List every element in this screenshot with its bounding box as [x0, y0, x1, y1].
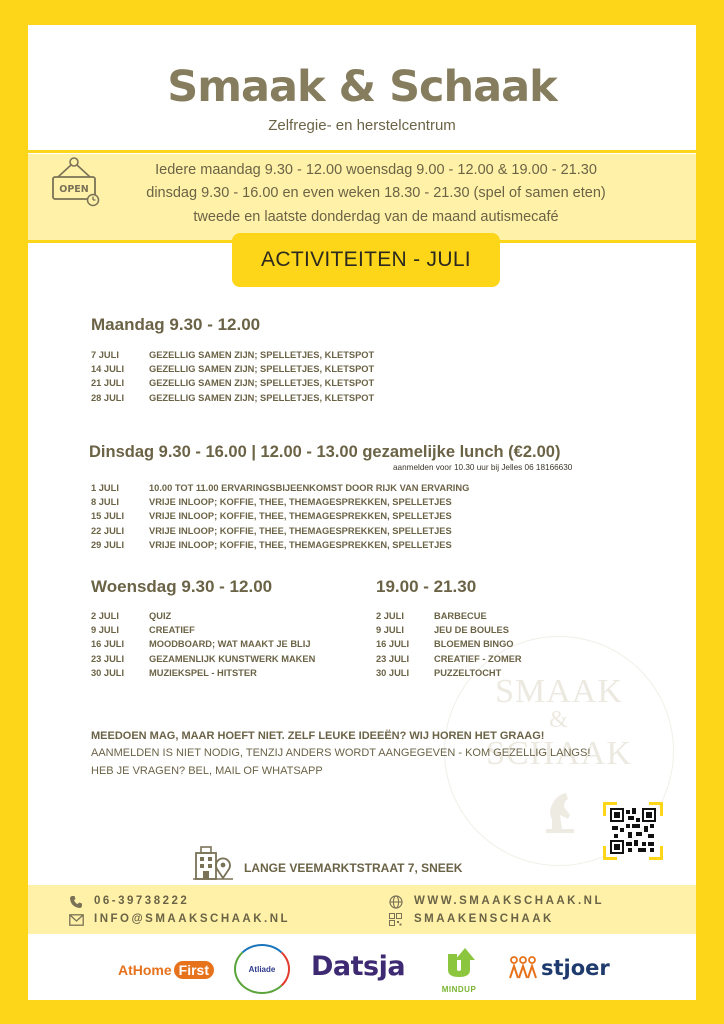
divider-top: [28, 150, 696, 153]
list-item: [91, 652, 315, 666]
item-text: CREATIEF: [149, 625, 195, 636]
item-text: MUZIEKSPEL - HITSTER: [149, 667, 257, 678]
svg-text:OPEN: OPEN: [59, 184, 89, 195]
list-item: [91, 538, 469, 552]
logo-datsja: Datsja: [311, 951, 406, 982]
hours-line-3: tweede en laatste donderdag van de maand autismecafé: [193, 209, 559, 225]
chess-knight-icon: [540, 785, 580, 835]
item-date: 16 JULI: [376, 639, 410, 650]
item-date: 29 JULI: [91, 539, 125, 550]
hours-line-1: Iedere maandag 9.30 - 12.00 woensdag 9.00 - 12.00 & 19.00 - 21.30: [155, 162, 597, 178]
list-item: [91, 362, 374, 376]
logo-stjoer: stjoer: [508, 956, 610, 980]
logo-athome-first: AtHome First: [118, 961, 214, 979]
item-text: MOODBOARD; WAT MAAKT JE BLIJ: [149, 639, 311, 650]
item-date: 23 JULI: [91, 653, 125, 664]
item-text: CREATIEF - ZOMER: [434, 653, 522, 664]
list-item: [376, 637, 522, 651]
mail-icon: [69, 914, 84, 926]
list-item: [91, 509, 469, 523]
address: LANGE VEEMARKTSTRAAT 7, SNEEK: [244, 861, 463, 875]
item-text: GEZELLIG SAMEN ZIJN; SPELLETJES, KLETSPOT: [149, 364, 375, 375]
item-text: GEZAMENLIJK KUNSTWERK MAKEN: [149, 653, 316, 664]
phone-icon: [69, 895, 83, 909]
wednesday-evening-heading: 19.00 - 21.30: [376, 577, 477, 596]
contact-social[interactable]: SMAAKENSCHAAK: [414, 913, 554, 925]
wednesday-heading: Woensdag 9.30 - 12.00: [91, 577, 273, 596]
item-date: 30 JULI: [91, 667, 125, 678]
item-date: 15 JULI: [91, 511, 125, 522]
item-text: PUZZELTOCHT: [434, 667, 502, 678]
page-title: Smaak & Schaak: [167, 62, 557, 112]
item-text: VRIJE INLOOP; KOFFIE, THEE, THEMAGESPREKKEN, SPELLETJES: [149, 511, 452, 522]
wednesday-list: [91, 609, 315, 680]
list-item: [91, 376, 374, 390]
tuesday-heading: Dinsdag 9.30 - 16.00 | 12.00 - 13.00 gezamelijke lunch (€2.00): [89, 443, 561, 461]
item-text: JEU DE BOULES: [434, 625, 509, 636]
wednesday-evening-list: [376, 609, 522, 680]
list-item: [376, 652, 522, 666]
item-text: BARBECUE: [434, 611, 487, 622]
list-item: [376, 623, 522, 637]
item-text: GEZELLIG SAMEN ZIJN; SPELLETJES, KLETSPOT: [149, 378, 375, 389]
item-text: VRIJE INLOOP; KOFFIE, THEE, THEMAGESPREKKEN, SPELLETJES: [149, 525, 452, 536]
list-item: [91, 524, 469, 538]
people-icon: [508, 956, 538, 980]
list-item: [376, 609, 522, 623]
qr-code[interactable]: [603, 802, 663, 860]
item-date: 2 JULI: [376, 611, 404, 622]
item-date: 9 JULI: [376, 625, 404, 636]
tuesday-list: [91, 481, 469, 552]
list-item: [91, 623, 315, 637]
message-questions: HEB JE VRAGEN? BEL, MAIL OF WHATSAPP: [91, 765, 323, 777]
item-date: 21 JULI: [91, 378, 125, 389]
list-item: [91, 609, 315, 623]
item-text: BLOEMEN BINGO: [434, 639, 514, 650]
item-date: 30 JULI: [376, 667, 410, 678]
item-date: 7 JULI: [91, 350, 119, 361]
item-date: 14 JULI: [91, 364, 125, 375]
item-text: GEZELLIG SAMEN ZIJN; SPELLETJES, KLETSPOT: [149, 350, 375, 361]
monday-list: [91, 348, 374, 405]
item-date: 1 JULI: [91, 483, 119, 494]
logo-mindup: MINDUP: [440, 946, 478, 990]
item-text: 10.00 TOT 11.00 ERVARINGSBIJEENKOMST DOOR RIJK VAN ERVARING: [149, 483, 470, 494]
list-item: [91, 637, 315, 651]
list-item: [91, 495, 469, 509]
qr-pattern: [610, 808, 656, 854]
list-item: [376, 666, 522, 680]
list-item: [91, 481, 469, 495]
item-date: 8 JULI: [91, 497, 119, 508]
globe-icon: [389, 895, 403, 909]
item-date: 2 JULI: [91, 611, 119, 622]
page-subtitle: Zelfregie- en herstelcentrum: [268, 117, 456, 134]
message-registration: AANMELDEN IS NIET NODIG, TENZIJ ANDERS WORDT AANGEGEVEN - KOM GEZELLIG LANGS!: [91, 747, 591, 759]
item-text: VRIJE INLOOP; KOFFIE, THEE, THEMAGESPREKKEN, SPELLETJES: [149, 497, 452, 508]
list-item: [91, 348, 374, 362]
message-participation: MEEDOEN MAG, MAAR HOEFT NIET. ZELF LEUKE IDEEËN? WIJ HOREN HET GRAAG!: [91, 730, 545, 742]
contact-email[interactable]: INFO@SMAAKSCHAAK.NL: [94, 913, 291, 925]
item-date: 28 JULI: [91, 392, 125, 403]
open-sign-icon: [50, 155, 102, 207]
contact-phone[interactable]: 06-39738222: [94, 895, 190, 907]
monday-heading: Maandag 9.30 - 12.00: [91, 315, 261, 334]
tuesday-signup-note: aanmelden voor 10.30 uur bij Jelles 06 18166630: [393, 463, 573, 472]
list-item: [91, 666, 315, 680]
logo-atliade: Atliade: [234, 944, 290, 994]
list-item: [91, 391, 374, 405]
item-text: GEZELLIG SAMEN ZIJN; SPELLETJES, KLETSPOT: [149, 392, 375, 403]
item-date: 16 JULI: [91, 639, 125, 650]
item-date: 9 JULI: [91, 625, 119, 636]
item-date: 22 JULI: [91, 525, 125, 536]
watermark-logo: SMAAK & SCHAAK: [444, 636, 674, 866]
mindup-arrow-icon: [440, 946, 478, 980]
contact-website[interactable]: WWW.SMAAKSCHAAK.NL: [414, 895, 605, 907]
item-text: QUIZ: [149, 611, 172, 622]
building-location-icon: [193, 845, 233, 881]
item-text: VRIJE INLOOP; KOFFIE, THEE, THEMAGESPREKKEN, SPELLETJES: [149, 539, 452, 550]
item-date: 23 JULI: [376, 653, 410, 664]
activities-month-label: ACTIVITEITEN - JULI: [232, 233, 500, 287]
qr-small-icon: [389, 913, 402, 926]
hours-line-2: dinsdag 9.30 - 16.00 en even weken 18.30 - 21.30 (spel of samen eten): [146, 185, 606, 201]
contact-band: [28, 885, 696, 934]
